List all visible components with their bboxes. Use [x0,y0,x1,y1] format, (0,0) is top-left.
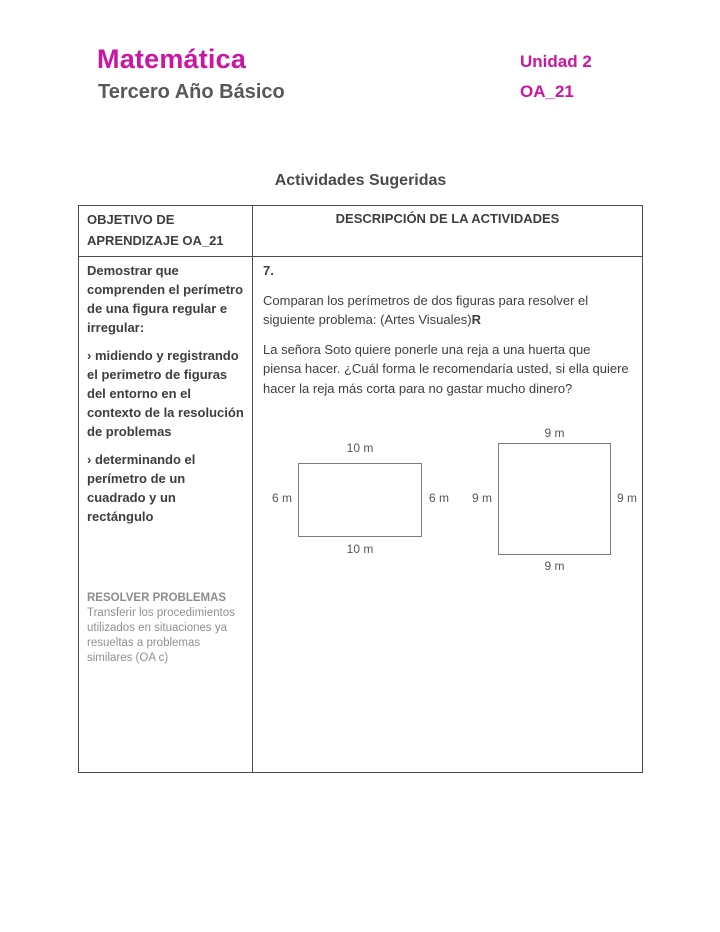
skill-title: RESOLVER PROBLEMAS [87,591,227,604]
square-dim-left: 9 m [471,491,492,505]
activity-intro [263,291,632,330]
oa-code-label: OA_21 [520,82,574,101]
grade-title: Tercero Año Básico [98,81,285,103]
activity-number: 7. [263,263,274,278]
objective-intro: Demostrar que comprenden el perímetro de una figura regular e irregular: [87,263,244,335]
skill-body: Transferir los procedimientos utilizados en situaciones ya resueltas a problemas similares (OA c) [87,606,235,665]
objective-bullet-2: › determinando el perímetro de un cuadrado y un rectángulo [87,451,196,524]
section-title: Actividades Sugeridas [274,172,447,189]
skill-block [87,591,244,667]
table-header-objective: OBJETIVO DE APRENDIZAJE OA_21 [79,206,253,257]
square-dim-bottom: 9 m [544,559,565,573]
unit-label: Unidad 2 [520,52,592,71]
activity-cell [253,257,642,772]
activity-intro-ref: R [471,312,481,327]
rectangle-dim-top: 10 m [346,441,374,455]
rectangle-dim-right: 6 m [429,491,450,505]
activity-intro-text: Comparan los perímetros de dos figuras para resolver el siguiente problema: (Artes Visuales) [263,292,589,327]
activity-problem: La señora Soto quiere ponerle una reja a una huerta que piensa hacer. ¿Cuál forma le recomendaría usted, si ella quiere hacer la reja más corta para no gastar mucho dinero? [263,341,629,396]
activities-table [78,205,643,773]
subject-title: Matemática [97,44,247,74]
square-dim-right: 9 m [617,491,638,505]
rectangle-figure [298,463,422,537]
figures-area [264,425,642,590]
objective-cell [79,257,253,772]
header-meta [520,52,592,102]
objective-bullet-1: › midiendo y registrando el perimetro de figuras del entorno en el contexto de la resolución de problemas [87,347,244,439]
table-header-description: DESCRIPCIÓN DE LA ACTIVIDADES [253,206,642,257]
rectangle-dim-left: 6 m [271,491,292,505]
rectangle-dim-bottom: 10 m [346,542,374,556]
square-figure [498,443,611,555]
square-dim-top: 9 m [544,426,565,440]
